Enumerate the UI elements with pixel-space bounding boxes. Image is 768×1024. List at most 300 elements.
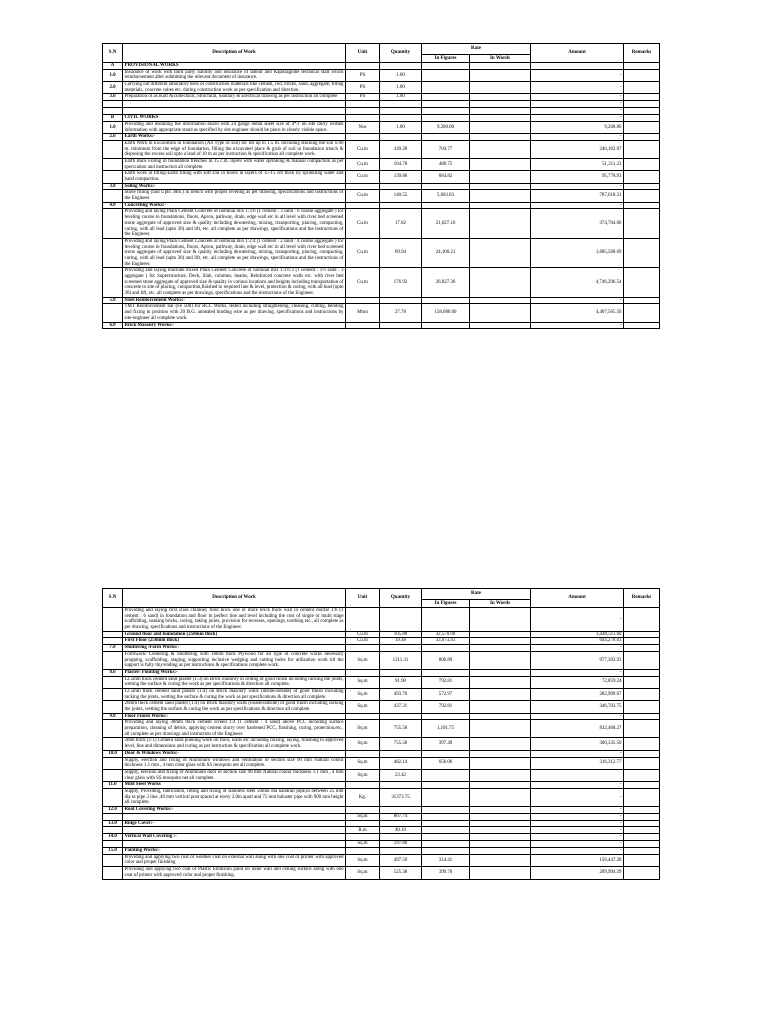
cell-amount [531, 63, 624, 70]
table-row [103, 608, 660, 632]
cell-quantity [380, 322, 422, 329]
cell-description: Mild Steel Works [123, 782, 346, 789]
cell-sn: 15.0 [103, 848, 123, 855]
cell-rate-words [470, 183, 531, 190]
cell-amount: 374,704.00 [531, 209, 624, 238]
cell-amount: 977,393.93 [531, 651, 624, 669]
cell-sn [103, 769, 123, 781]
cell-quantity: 1.00 [380, 121, 422, 133]
cell-amount: 832,460.27 [531, 720, 624, 738]
cell-rate-words [470, 750, 531, 757]
cell-unit: Cu.m [346, 190, 380, 202]
cell-sn [103, 720, 123, 738]
cell-quantity: 139.86 [380, 171, 422, 183]
cell-amount: 282,909.67 [531, 688, 624, 700]
cell-description: Floor Finish Works:- [123, 713, 346, 720]
section-row [103, 807, 660, 814]
cell-unit [346, 297, 380, 304]
cell-sn [103, 304, 123, 322]
cell-sn: 9.0 [103, 713, 123, 720]
cell-description: CIVIL WORKS [123, 115, 346, 122]
cell-description: Stone filling (laid Upto 30m.) in trench with proper leveling as per drawing, specifications and instructions of the Engineer. [124, 190, 344, 202]
cell-rate-words [470, 867, 531, 879]
cell-description: Providing and applying two coat of Plastic Emulsion paint on inner wall and ceiling surface along with one coat of primer with approved color and proper finishing. [124, 867, 344, 878]
cell-sn [103, 171, 123, 183]
section-row [103, 713, 660, 720]
cell-unit: Mton [346, 304, 380, 322]
cell-unit: Kg. [346, 788, 380, 806]
cell-unit [346, 669, 380, 676]
cell-quantity: 27.78 [380, 304, 422, 322]
cell-quantity [380, 108, 422, 115]
cell-unit [346, 134, 380, 141]
cell-amount [531, 769, 624, 781]
cell-sn [103, 841, 123, 848]
cell-sn: 11.0 [103, 782, 123, 789]
cell-rate-words [470, 854, 531, 866]
cell-description: First Floor (250mm thick) [123, 638, 346, 645]
cell-quantity [380, 807, 422, 814]
cell-sn: 12.0 [103, 807, 123, 814]
cell-rate-figures [422, 645, 470, 652]
cell-amount: - [531, 183, 624, 190]
cell-amount: - [531, 82, 624, 94]
cell-rate-figures [422, 202, 470, 209]
cell-unit [346, 820, 380, 827]
cell-quantity [380, 820, 422, 827]
cell-remarks [624, 115, 660, 122]
cell-quantity: 91.90 [380, 676, 422, 688]
cell-remarks [624, 854, 660, 866]
cell-description: Providing and laying Plain Cement Concrete of nominal mix 1:2:4 (1 cement : 2 sand : 4 coarse aggregate ) for leveling course in foundations, floors, Apron, pathway, drain, edge wall etc in all level with river bed screened stone aggregate of approved size & quality including dewatering, mixing, transporting, placing, compacting, curing, with all lead (upto 30) and lift, etc. all complete as per drawings, specifications and the instructions of the Engineer. [124, 238, 344, 267]
cell-rate-figures: 5,603.83 [422, 190, 470, 202]
cell-unit [346, 322, 380, 329]
cell-sn: 1.0 [103, 121, 123, 133]
section-row [103, 669, 660, 676]
cell-amount: 787,618.31 [531, 190, 624, 202]
header-remarks: Remarks [624, 589, 660, 608]
table-row [103, 121, 660, 133]
cell-unit: Cu.m [346, 158, 380, 170]
cell-sn [103, 238, 123, 267]
cell-unit [346, 108, 380, 115]
cell-remarks [624, 750, 660, 757]
cell-rate-words [470, 134, 531, 141]
cell-remarks [624, 94, 660, 101]
section-row [103, 115, 660, 122]
cell-amount: - [531, 101, 624, 108]
cell-amount: - [531, 788, 624, 806]
cell-rate-words [470, 807, 531, 814]
cell-rate-figures [422, 807, 470, 814]
cell-sn [103, 676, 123, 688]
cell-rate-words [470, 82, 531, 94]
cell-rate-words [470, 322, 531, 329]
cell-unit [346, 101, 380, 108]
cell-amount: - [531, 669, 624, 676]
cell-rate-figures [422, 297, 470, 304]
section-row [103, 834, 660, 841]
cell-rate-words [470, 108, 531, 115]
cell-sn [103, 854, 123, 866]
cell-rate-words [470, 638, 531, 645]
cell-rate-figures [422, 134, 470, 141]
cell-quantity [380, 297, 422, 304]
cell-amount: - [531, 820, 624, 827]
table-row [103, 701, 660, 713]
cell-remarks [624, 848, 660, 855]
cell-unit [346, 713, 380, 720]
cell-description: Providing and laying first class chimney fired brick one or more brick thick wall in cement mortar 1:6 (1 cement : 6 sand) in foundation and floor in perfect line and level including the cost of single or multi stage scaffolding, soaking bricks, curing, raking joints, provision for recesses, openings, toothing etc., all complete as per drawing, specifications and instructions of the Engineer. [124, 608, 344, 631]
cell-rate-figures: 1,101.75 [422, 720, 470, 738]
cell-remarks [624, 713, 660, 720]
cell-rate-words [470, 757, 531, 769]
header-amount: Amount [531, 44, 624, 63]
cell-quantity: 17.82 [380, 209, 422, 238]
cell-unit: Sq.m [346, 738, 380, 750]
cell-unit: Sq.m [346, 841, 380, 848]
boq-sheet-2 [102, 588, 659, 880]
cell-amount: 300,335.50 [531, 738, 624, 750]
cell-amount: 3,448,511.60 [531, 631, 624, 638]
cell-rate-figures: 704.77 [422, 140, 470, 158]
cell-sn [103, 209, 123, 238]
cell-unit: Sq.m [346, 867, 380, 879]
cell-description: Plaster/ Pointing Works:- [123, 669, 346, 676]
cell-rate-figures: 806.89 [422, 651, 470, 669]
header-quantity: Quantity [380, 44, 422, 63]
cell-rate-figures: 792.81 [422, 676, 470, 688]
cell-rate-words [470, 841, 531, 848]
section-row [103, 322, 660, 329]
cell-remarks [624, 82, 660, 94]
cell-rate-words [470, 676, 531, 688]
cell-remarks [624, 202, 660, 209]
table-row [103, 688, 660, 700]
header-in-figures: In Figures [422, 600, 470, 608]
cell-unit [346, 848, 380, 855]
cell-amount: - [531, 750, 624, 757]
cell-remarks [624, 820, 660, 827]
cell-sn: 3.0 [103, 183, 123, 190]
cell-quantity [380, 713, 422, 720]
cell-rate-figures [422, 101, 470, 108]
cell-sn [103, 140, 123, 158]
cell-rate-words [470, 769, 531, 781]
cell-amount: 9,200.00 [531, 121, 624, 133]
cell-amount: 1,685,568.69 [531, 238, 624, 267]
cell-remarks [624, 69, 660, 81]
cell-amount: - [531, 807, 624, 814]
cell-sn [103, 827, 123, 834]
cell-sn [103, 638, 123, 645]
cell-unit: PS [346, 82, 380, 94]
cell-remarks [624, 720, 660, 738]
cell-rate-figures [422, 813, 470, 820]
cell-unit [346, 608, 380, 632]
cell-unit: PS [346, 69, 380, 81]
cell-unit: Nos [346, 121, 380, 133]
cell-amount: - [531, 848, 624, 855]
header-rate: Rate [422, 589, 531, 600]
cell-quantity: 1.00 [380, 82, 422, 94]
cell-quantity: 69.94 [380, 238, 422, 267]
cell-rate-figures [422, 322, 470, 329]
cell-unit: R.m [346, 827, 380, 834]
cell-sn [103, 788, 123, 806]
cell-unit: PS [346, 94, 380, 101]
cell-remarks [624, 676, 660, 688]
cell-rate-figures [422, 82, 470, 94]
cell-description: Supply, erection and fixing of Aluminum door of section size 90 mm Natural colour thickness 1.1 mm , 4 mm clear glass with SS mosquito net all complete. [124, 769, 344, 781]
cell-description: Providing and laying 38mm thick cement screed 1:4 (1 cement : 4 sand) above PCC including surface preparation, cleaning of debris, applying cement slurry over hardened PCC, finishing, curing, protection,etc., all complete as per drawings and instruction of the Engineer. [124, 720, 344, 737]
header-description: Description of Work [123, 589, 346, 608]
cell-description: 12.5mm thick cement sand plaster (1:3) on Brick masonry in ceiling of good finish including racking the joints, wetting the surface & curing the work as per specifications & direction all complete. [124, 676, 344, 688]
cell-sn: 8.0 [103, 669, 123, 676]
cell-rate-figures [422, 108, 470, 115]
cell-rate-figures [422, 769, 470, 781]
header-in-words: In Words [470, 55, 531, 63]
cell-sn: 7.0 [103, 645, 123, 652]
cell-rate-figures [422, 848, 470, 855]
cell-amount: - [531, 713, 624, 720]
cell-unit [346, 782, 380, 789]
cell-quantity [380, 834, 422, 841]
cell-remarks [624, 209, 660, 238]
cell-unit [346, 183, 380, 190]
cell-unit [346, 750, 380, 757]
cell-quantity: 493.76 [380, 688, 422, 700]
cell-remarks [624, 638, 660, 645]
cell-amount: 644,270.03 [531, 638, 624, 645]
cell-quantity: 176.92 [380, 268, 422, 297]
header-remarks: Remarks [624, 44, 660, 63]
cell-description: Providing and applying two coat of weather coat on external wall along with one coat of primer with approved color and proper finishing [124, 854, 344, 866]
cell-sn: B [103, 115, 123, 122]
header-sn: S.N [103, 44, 123, 63]
cell-rate-figures [422, 115, 470, 122]
cell-unit: Cu.m [346, 268, 380, 297]
cell-unit: Sq.m [346, 676, 380, 688]
cell-remarks [624, 158, 660, 170]
cell-description: Carrying out different laboratory tests of construction materials like cement, rod, bricks, sand, aggregate, filling materials, concrete cubes etc. during construction work as per specification and direction. [124, 82, 344, 93]
cell-rate-words [470, 608, 531, 632]
cell-rate-figures: 572.97 [422, 688, 470, 700]
cell-description: Providing and installing the information board with 24 gauge metal sheet size of 4*3' on site fairly written information with appropriate stand as specified by site engineer should be place in clearly visible space. [124, 121, 344, 133]
cell-rate-figures: 399.70 [422, 867, 470, 879]
cell-remarks [624, 651, 660, 669]
table-row [103, 841, 660, 848]
header-rate: Rate [422, 44, 531, 55]
cell-remarks [624, 183, 660, 190]
cell-description [123, 813, 346, 820]
cell-remarks [624, 238, 660, 267]
header-in-figures: In Figures [422, 55, 470, 63]
cell-remarks [624, 608, 660, 632]
cell-rate-figures [422, 94, 470, 101]
cell-amount: - [531, 322, 624, 329]
cell-description: Steel Reinforcement Works:- [123, 297, 346, 304]
cell-amount: 51,211.23 [531, 158, 624, 170]
cell-description: Earth Back Filling in foundation trenches in 15 c.m. layers with water sprinking & manual compaction as per specication and instruction all complete. [124, 158, 344, 170]
cell-quantity [380, 645, 422, 652]
cell-remarks [624, 297, 660, 304]
cell-sn: 2.0 [103, 134, 123, 141]
header-unit: Unit [346, 589, 380, 608]
cell-sn: 5.0 [103, 297, 123, 304]
cell-rate-words [470, 827, 531, 834]
cell-sn: 4.0 [103, 202, 123, 209]
cell-remarks [624, 121, 660, 133]
cell-sn [103, 108, 123, 115]
cell-unit: Sq.m [346, 688, 380, 700]
cell-sn: 6.0 [103, 322, 123, 329]
table-row [103, 757, 660, 769]
cell-amount: - [531, 645, 624, 652]
cell-remarks [624, 108, 660, 115]
cell-unit: Sq.m [346, 813, 380, 820]
cell-unit [346, 807, 380, 814]
table-row [103, 108, 660, 115]
cell-quantity [380, 63, 422, 70]
cell-remarks [624, 757, 660, 769]
cell-rate-figures: 33,073.41 [422, 638, 470, 645]
cell-rate-words [470, 101, 531, 108]
cell-rate-words [470, 69, 531, 81]
cell-amount: 4,746,296.54 [531, 268, 624, 297]
cell-quantity: 105.88 [380, 631, 422, 638]
cell-rate-words [470, 190, 531, 202]
cell-unit: Sq.m [346, 757, 380, 769]
cell-sn: 14.0 [103, 834, 123, 841]
cell-sn [103, 101, 123, 108]
cell-rate-words [470, 63, 531, 70]
table-row [103, 82, 660, 94]
cell-amount: - [531, 827, 624, 834]
boq-body [103, 608, 660, 880]
cell-remarks [624, 171, 660, 183]
cell-remarks [624, 140, 660, 158]
cell-remarks [624, 688, 660, 700]
cell-amount: - [531, 108, 624, 115]
cell-unit: Cu.m [346, 209, 380, 238]
cell-description: Ground floor and foundation (250mm thick) [123, 631, 346, 638]
boq-table [102, 588, 660, 880]
cell-sn [103, 867, 123, 879]
cell-quantity: 19.48 [380, 638, 422, 645]
cell-rate-words [470, 94, 531, 101]
table-row [103, 101, 660, 108]
cell-description: TMT Reinforcement bar (Fe 500) for RCC Works, tested including straightening, cleaning, cutting, bending and fixing in position with 20 B.G. annealed binding wire as per drawing, specifications and instructions by site-engineer all complete work. [124, 304, 344, 321]
cell-rate-words [470, 688, 531, 700]
section-row [103, 202, 660, 209]
cell-remarks [624, 738, 660, 750]
cell-rate-words [470, 738, 531, 750]
cell-description: Supply, erection and fixing of Aluminum windows and ventilation of section size 90 mm Natural colour thickness 1.1 mm , 4 mm clear glass with SS mosquito net all complete. [124, 757, 344, 769]
cell-amount: - [531, 782, 624, 789]
table-row [103, 676, 660, 688]
cell-quantity [380, 183, 422, 190]
cell-description: Soling Works:- [123, 183, 346, 190]
cell-rate-figures: 24,100.21 [422, 238, 470, 267]
cell-quantity [380, 202, 422, 209]
section-row [103, 183, 660, 190]
cell-quantity [380, 608, 422, 632]
table-row [103, 304, 660, 322]
cell-quantity: 140.55 [380, 190, 422, 202]
cell-rate-figures [422, 63, 470, 70]
header-amount: Amount [531, 589, 624, 608]
table-row [103, 651, 660, 669]
cell-sn: 3.0 [103, 94, 123, 101]
cell-quantity [380, 782, 422, 789]
cell-sn: 13.0 [103, 820, 123, 827]
cell-amount: - [531, 608, 624, 632]
header-unit: Unit [346, 44, 380, 63]
cell-description: Providing and laying Plain Cement Concrete of nominal mix 1:3:6 (1 cement : 3 sand : 6 coarse aggregate ) for leveling course in foundations, floors, Apron, pathway, drain, edge wall etc in all level with river bed screened stone aggregate of approved size & quality including dewatering, mixing, transporting, placing, compacting, curing, with all lead (upto 30) and lift, etc. all complete as per drawings, specifications and the instructions of the Engineer. [124, 209, 344, 238]
cell-quantity: 497.59 [380, 854, 422, 866]
cell-description: Earth Work in Excavation in foundation (All Type of soil) for lift up to 1.5 m. including stacking the soil 0.90 m. minimum from the edge of foundation, filling the excavated place & grub of soil in foundation trench & disposing the excess soil upto a lead of 10 m as per instruction & specification all complete work. [124, 140, 344, 158]
cell-description: Earth Works:- [123, 134, 346, 141]
header-description: Description of Work [123, 44, 346, 63]
cell-rate-words [470, 834, 531, 841]
cell-sn [103, 651, 123, 669]
cell-unit: Sq.m [346, 854, 380, 866]
cell-description: 3mm thick (1:1) Cement sand punning work on floor, walls etc including mixing, laying, finishing to approved level, line and dimensions and curing as per instruction & specification all complete work. [124, 738, 344, 750]
cell-sn: 2.0 [103, 82, 123, 94]
cell-unit: Sq.m [346, 769, 380, 781]
cell-unit: Cu.m [346, 238, 380, 267]
cell-rate-figures [422, 820, 470, 827]
cell-remarks [624, 788, 660, 806]
cell-description: Insurance of work with third party liability and insurance of labour and Kapilsagolhe technical staff which reimbursement after submitting the relevant document of insurance. [124, 69, 344, 81]
cell-quantity: 1.00 [380, 69, 422, 81]
section-row [103, 782, 660, 789]
cell-remarks [624, 769, 660, 781]
cell-rate-words [470, 238, 531, 267]
cell-remarks [624, 701, 660, 713]
cell-rate-words [470, 209, 531, 238]
cell-amount: - [531, 813, 624, 820]
cell-remarks [624, 841, 660, 848]
cell-unit [346, 645, 380, 652]
cell-quantity: 23.42 [380, 769, 422, 781]
cell-rate-figures [422, 713, 470, 720]
cell-amount: - [531, 202, 624, 209]
cell-rate-words [470, 813, 531, 820]
cell-remarks [624, 631, 660, 638]
cell-quantity: 1211.31 [380, 651, 422, 669]
cell-unit: Cu.m [346, 638, 380, 645]
cell-description: Supply, Providing, fabrication, fitting and fixing of stainless steel 50mm dia handrail pipe,in between 25 mm dia ss pipe 3 line ,40 mm vertical post spaced at every 2.0m apart and 75 mm baluster pipe with 900 mm height all complete. [124, 788, 344, 806]
cell-sn [103, 813, 123, 820]
cell-rate-figures [422, 750, 470, 757]
cell-rate-figures [422, 841, 470, 848]
cell-rate-words [470, 848, 531, 855]
section-row [103, 631, 660, 638]
cell-remarks [624, 322, 660, 329]
cell-unit [346, 202, 380, 209]
cell-sn: A [103, 63, 123, 70]
cell-quantity [380, 848, 422, 855]
cell-remarks [624, 807, 660, 814]
table-row [103, 69, 660, 81]
cell-amount: - [531, 115, 624, 122]
cell-rate-figures [422, 788, 470, 806]
cell-amount: 156,447.28 [531, 854, 624, 866]
cell-rate-words [470, 651, 531, 669]
table-row [103, 140, 660, 158]
